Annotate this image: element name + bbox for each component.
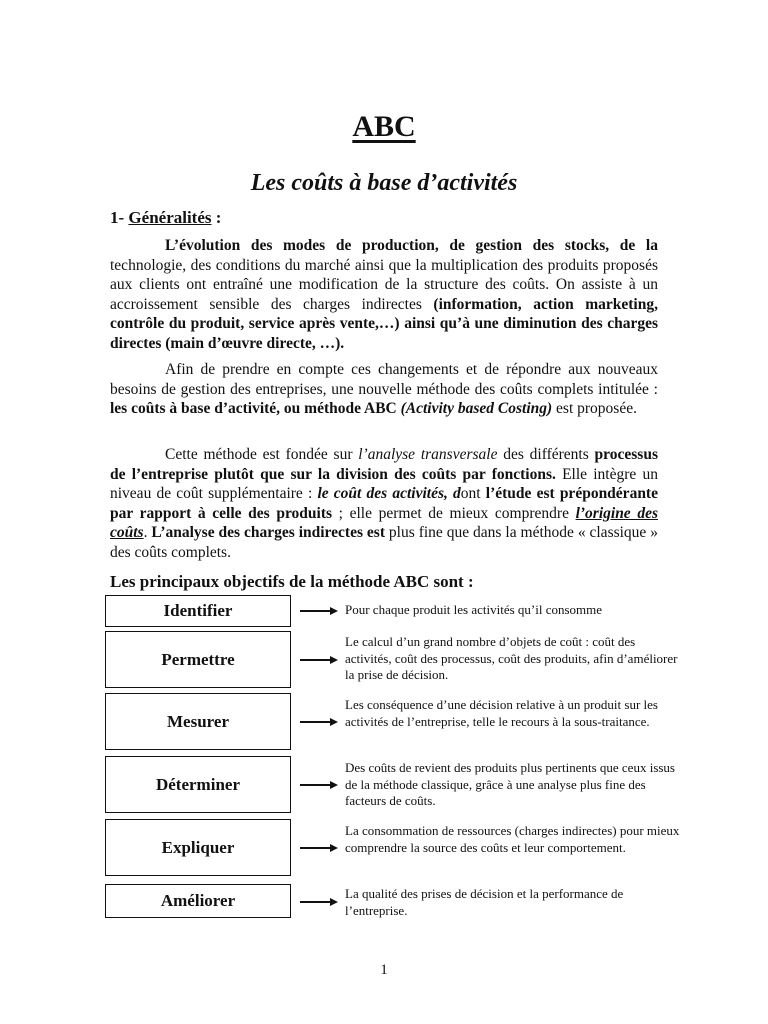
- right-arrow-icon: [300, 718, 338, 726]
- paragraph-methode-abc: [110, 360, 658, 419]
- objective-description: La consommation de ressources (charges indirectes) pour mieux comprendre la source des coûts et leur comportement.: [345, 823, 680, 855]
- p2-segment-1: Afin de prendre en compte ces changements et de répondre aux nouveaux besoins de gestion des entreprises, une nouvelle méthode des coûts complets intitulée :: [110, 361, 658, 398]
- objective-box-determiner: Déterminer: [105, 756, 291, 813]
- p3-segment-10: l’origine des coûts: [110, 504, 658, 541]
- section-number: 1-: [110, 208, 129, 227]
- p3-segment-6: le coût des activités, d: [317, 485, 461, 502]
- right-arrow-icon: [300, 781, 338, 789]
- p3-segment-8: l’étude est prépondérante par rapport à celle des produits: [110, 485, 658, 522]
- p3-segment-11: .: [143, 524, 152, 541]
- paragraph-evolution: [110, 236, 658, 353]
- p3-segment-2: l’analyse transversale: [358, 446, 498, 463]
- objective-box-identifier: Identifier: [105, 595, 291, 627]
- objective-description: Des coûts de revient des produits plus pertinents que ceux issus de la méthode classique, grâce à une analyse plus fine des facteurs de coûts.: [345, 760, 675, 808]
- section-colon: :: [211, 208, 222, 227]
- objective-description: La qualité des prises de décision et la performance de l’entreprise.: [345, 886, 624, 918]
- p3-segment-4: processus de l’entreprise plutôt que sur la division des coûts par fonctions.: [110, 446, 658, 483]
- objective-description: Le calcul d’un grand nombre d’objets de coût : coût des activités, coût des processus, coût des produits, afin d’améliorer la prise de décision.: [345, 634, 678, 682]
- right-arrow-icon: [300, 844, 338, 852]
- p3-segment-5: Elle intègre un niveau de coût supplémentaire :: [110, 465, 659, 502]
- p1-segment-2: technologie, des conditions du marché ainsi que la multiplication des produits proposés aux clients ont entraîné une modification de la structure des coûts. On assiste à un accroissement sensible des charges indirectes: [110, 256, 658, 313]
- document-title: ABC: [352, 110, 416, 143]
- p3-segment-3: des différents: [497, 446, 595, 463]
- p2-segment-4: (Activity based Costing): [400, 400, 553, 417]
- paragraph-analyse-transversale: [110, 445, 658, 562]
- page-number: 1: [380, 962, 388, 978]
- objective-box-permettre: Permettre: [105, 631, 291, 688]
- p2-segment-2: les coûts à base d’activité, ou méthode ABC: [110, 400, 397, 417]
- right-arrow-icon: [300, 656, 338, 664]
- section-label: Généralités: [128, 208, 212, 227]
- p3-segment-1: Cette méthode est fondée sur: [165, 446, 359, 463]
- p1-segment-1: L’évolution des modes de production, de gestion des stocks, de la: [165, 237, 658, 254]
- document-subtitle: Les coûts à base d’activités: [250, 170, 518, 196]
- section-heading-generalites: [110, 208, 221, 228]
- objective-box-ameliorer: Améliorer: [105, 884, 291, 918]
- objective-box-expliquer: Expliquer: [105, 819, 291, 876]
- p3-segment-7: ont: [460, 485, 486, 502]
- objective-description: Les conséquence d’une décision relative à un produit sur les activités de l’entreprise, telle le recours à la sous-traitance.: [345, 697, 658, 729]
- objective-description: Pour chaque produit les activités qu’il consomme: [345, 602, 603, 617]
- objective-box-mesurer: Mesurer: [105, 693, 291, 750]
- right-arrow-icon: [300, 898, 338, 906]
- p3-segment-12: L’analyse des charges indirectes est: [151, 524, 385, 541]
- p3-segment-9: ; elle permet de mieux comprendre: [332, 504, 576, 522]
- objectives-heading: Les principaux objectifs de la méthode ABC sont :: [110, 572, 474, 591]
- p3-segment-13: plus fine que dans la méthode « classique » des coûts complets.: [110, 524, 658, 561]
- p1-segment-3: (information, action marketing, contrôle du produit, service après vente,…) ainsi qu’à une diminution des charges directes (main d’œuvre directe, …).: [110, 295, 658, 352]
- p2-segment-5: est proposée.: [552, 400, 637, 417]
- right-arrow-icon: [300, 607, 338, 615]
